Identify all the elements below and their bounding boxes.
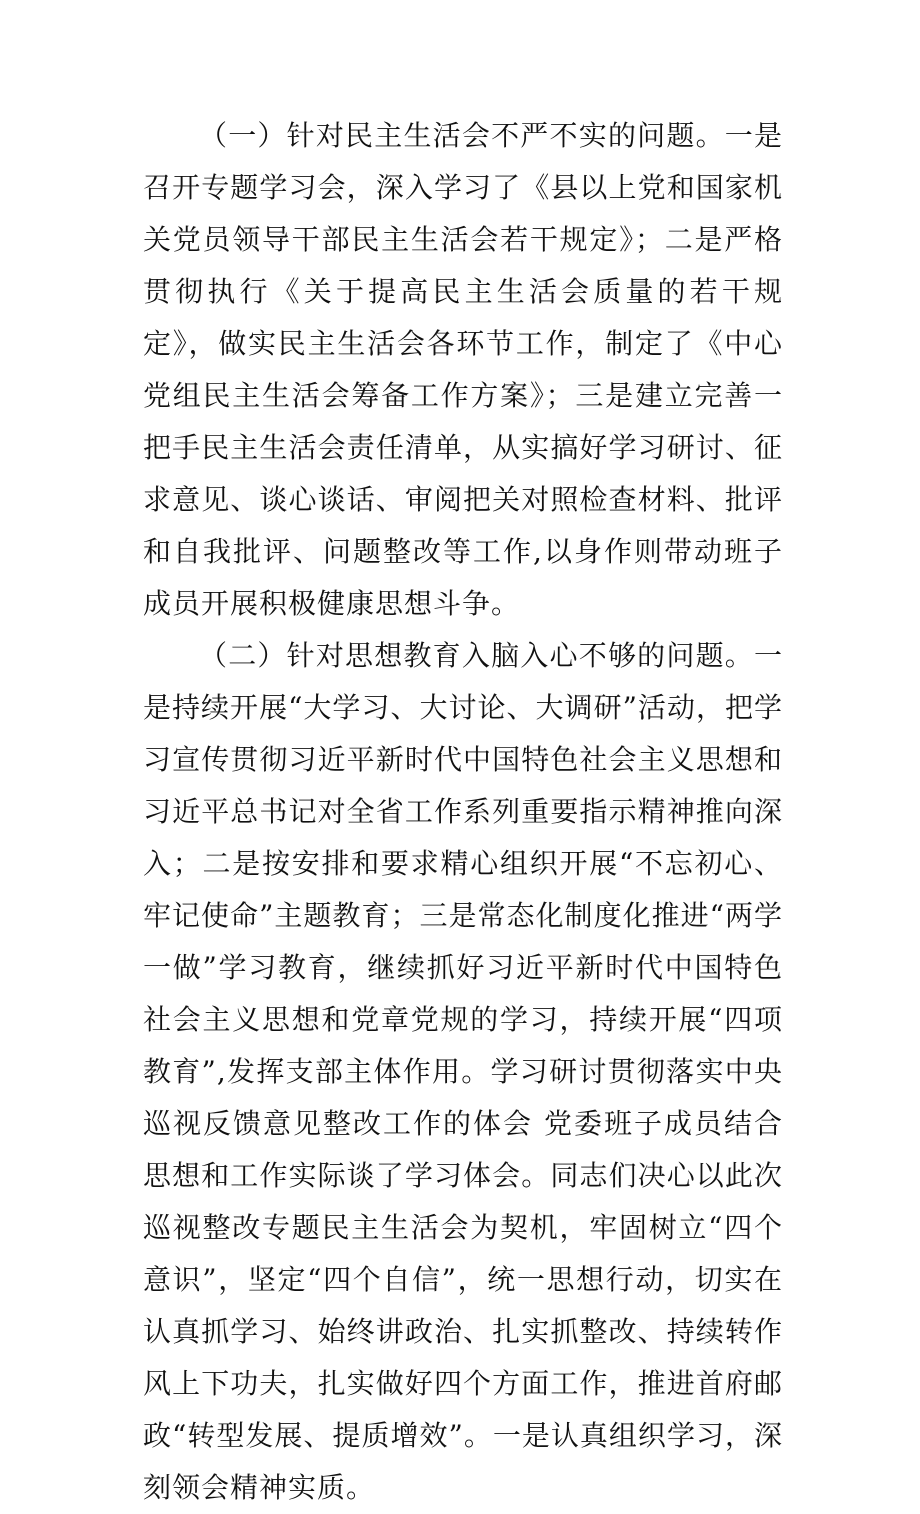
paragraph-2: （二）针对思想教育入脑入心不够的问题。一是持续开展“大学习、大讨论、大调研”活动，把学习宣传贯彻习近平新时代中国特色社会主义思想和习近平总书记对全省工作系列重要指示精神推向深入；二是按安排和要求精心组织开展“不忘初心、牢记使命”主题教育；三是常态化制度化推进“两学一做”学习教育，继续抓好习近平新时代中国特色社会主义思想和党章党规的学习，持续开展“四项教育”,发挥支部主体作用。学习研讨贯彻落实中央巡视反馈意见整改工作的体会 党委班子成员结合思想和工作实际谈了学习体会。同志们决心以此次巡视整改专题民主生活会为契机，牢固树立“四个意识”，坚定“四个自信”，统一思想行动，切实在认真抓学习、始终讲政治、扎实抓整改、持续转作风上下功夫，扎实做好四个方面工作，推进首府邮政“转型发展、提质增效”。一是认真组织学习，深刻领会精神实质。	[143, 639, 783, 1504]
paragraph-1: （一）针对民主生活会不严不实的问题。一是召开专题学习会，深入学习了《县以上党和国家机关党员领导干部民主生活会若干规定》；二是严格贯彻执行《关于提高民主生活会质量的若干规定》，做实民主生活会各环节工作，制定了《中心党组民主生活会筹备工作方案》；三是建立完善一把手民主生活会责任清单，从实搞好学习研讨、征求意见、谈心谈话、审阅把关对照检查材料、批评和自我批评、问题整改等工作,以身作则带动班子成员开展积极健康思想斗争。	[143, 119, 783, 620]
document-body	[143, 110, 783, 1514]
